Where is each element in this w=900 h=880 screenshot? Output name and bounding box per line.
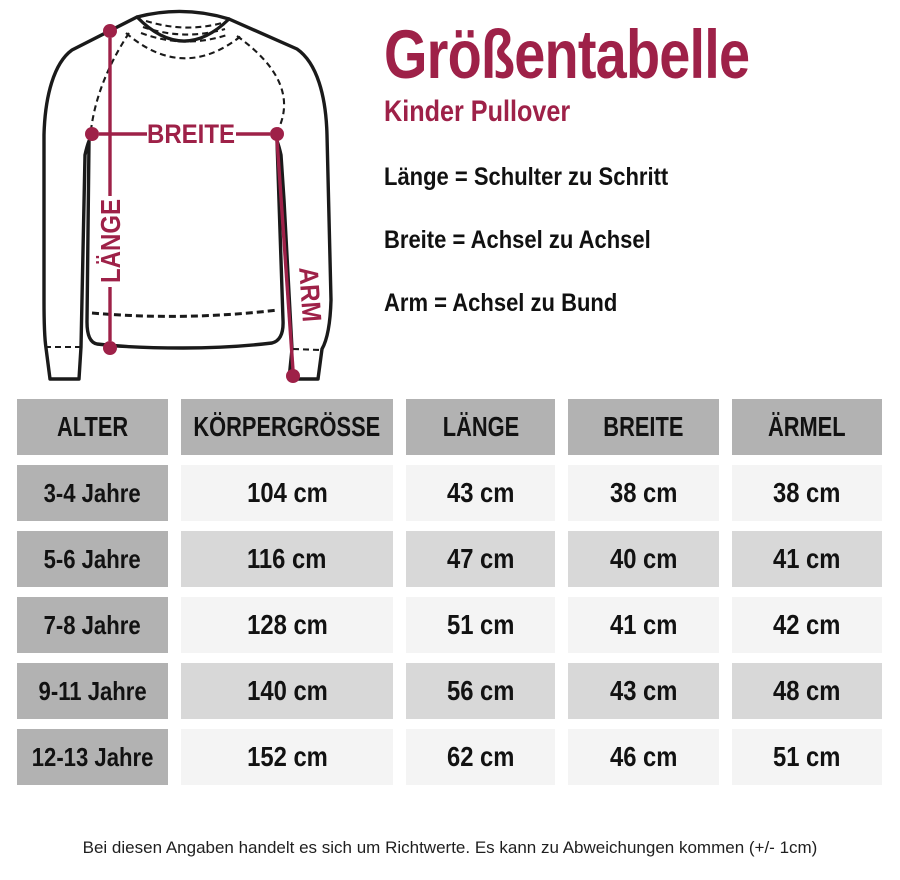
value-cell: 41 cm bbox=[568, 597, 719, 653]
value-cell: 41 cm bbox=[732, 531, 882, 587]
age-cell: 5-6 Jahre bbox=[17, 531, 168, 587]
header-cell-breite: BREITE bbox=[568, 399, 719, 455]
value-cell: 46 cm bbox=[568, 729, 719, 785]
value-cell: 62 cm bbox=[406, 729, 555, 785]
length-label: LÄNGE bbox=[95, 185, 126, 283]
value-cell: 42 cm bbox=[732, 597, 882, 653]
sweater-diagram bbox=[0, 0, 380, 395]
value-cell: 56 cm bbox=[406, 663, 555, 719]
header-cell-koerpergroesse: KÖRPERGRÖSSE bbox=[181, 399, 393, 455]
legend-laenge: Länge = Schulter zu Schritt bbox=[384, 163, 669, 191]
value-cell: 43 cm bbox=[568, 663, 719, 719]
age-cell: 9-11 Jahre bbox=[17, 663, 168, 719]
value-cell: 43 cm bbox=[406, 465, 555, 521]
header-cell-aermel: ÄRMEL bbox=[732, 399, 882, 455]
value-cell: 40 cm bbox=[568, 531, 719, 587]
value-cell: 47 cm bbox=[406, 531, 555, 587]
size-table bbox=[17, 399, 882, 785]
arm-label: ARM bbox=[293, 265, 328, 330]
width-label: BREITE bbox=[147, 119, 235, 149]
value-cell: 38 cm bbox=[568, 465, 719, 521]
legend-arm: Arm = Achsel zu Bund bbox=[384, 289, 618, 317]
page-subtitle: Kinder Pullover bbox=[384, 95, 571, 128]
age-cell: 7-8 Jahre bbox=[17, 597, 168, 653]
age-cell: 3-4 Jahre bbox=[17, 465, 168, 521]
value-cell: 104 cm bbox=[181, 465, 393, 521]
header-cell-laenge: LÄNGE bbox=[406, 399, 555, 455]
age-cell: 12-13 Jahre bbox=[17, 729, 168, 785]
value-cell: 152 cm bbox=[181, 729, 393, 785]
value-cell: 51 cm bbox=[732, 729, 882, 785]
value-cell: 128 cm bbox=[181, 597, 393, 653]
sweater-outline bbox=[44, 11, 331, 379]
value-cell: 38 cm bbox=[732, 465, 882, 521]
header-cell-alter: ALTER bbox=[17, 399, 168, 455]
value-cell: 48 cm bbox=[732, 663, 882, 719]
right-cuff-dash bbox=[293, 349, 320, 350]
legend-breite: Breite = Achsel zu Achsel bbox=[384, 226, 651, 254]
value-cell: 51 cm bbox=[406, 597, 555, 653]
page-title: Größentabelle bbox=[384, 16, 750, 93]
value-cell: 116 cm bbox=[181, 531, 393, 587]
footnote: Bei diesen Angaben handelt es sich um Richtwerte. Es kann zu Abweichungen kommen (+/- 1cm) bbox=[82, 838, 818, 857]
value-cell: 140 cm bbox=[181, 663, 393, 719]
